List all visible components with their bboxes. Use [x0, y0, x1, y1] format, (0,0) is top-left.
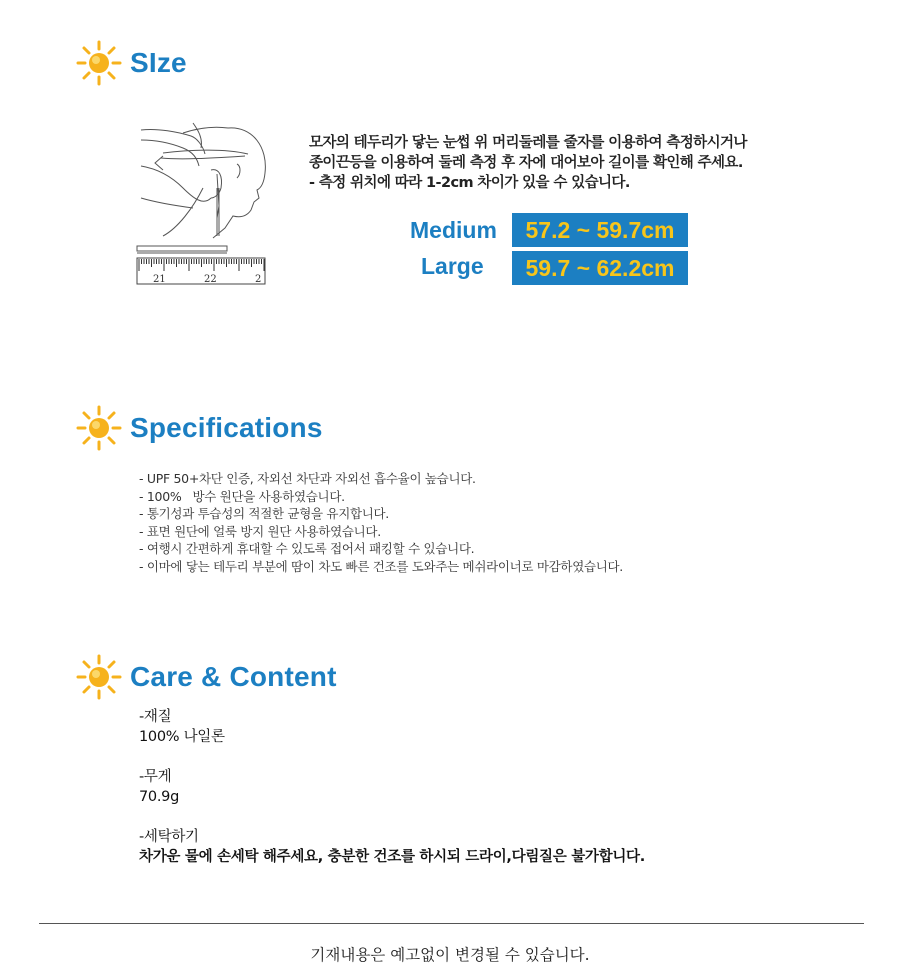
list-item: - 여행시 간편하게 휴대할 수 있도록 접어서 패킹할 수 있습니다.	[139, 541, 475, 556]
size-description	[309, 133, 747, 193]
list-item: - 100% 방수 원단을 사용하였습니다.	[139, 488, 345, 504]
ruler-label: 21	[153, 274, 166, 285]
specifications-heading	[76, 405, 323, 451]
list-item: - 이마에 닿는 테두리 부분에 땀이 차도 빠른 건조를 도와주는 메쉬라이너로 마감하였습니다.	[139, 558, 623, 574]
sun-icon	[76, 405, 122, 451]
care-heading	[76, 654, 337, 700]
washing-value: 차가운 물에 손세탁 해주세요, 충분한 건조를 하시되 드라이,다림질은 불가합니다.	[139, 849, 645, 865]
care-washing	[139, 827, 645, 867]
care-title: Care & Content	[130, 661, 337, 692]
size-title: SIze	[130, 47, 187, 78]
description-line: - 측정 위치에 따라 1-2cm 차이가 있을 수 있습니다.	[309, 175, 630, 191]
size-label-medium: Medium	[410, 217, 497, 243]
care-weight	[139, 767, 645, 807]
size-value-large: 59.7 ~ 62.2cm	[512, 251, 688, 285]
washing-label: -세탁하기	[139, 829, 199, 845]
footer-divider	[39, 923, 864, 924]
footer-note: 기재내용은 예고없이 변경될 수 있습니다.	[310, 946, 590, 964]
specifications-list	[139, 470, 623, 575]
ruler-label: 2	[255, 274, 262, 285]
list-item: - UPF 50+차단 인증, 자외선 차단과 자외선 흡수율이 높습니다.	[139, 471, 476, 486]
sun-icon	[76, 40, 122, 86]
description-line: 모자의 테두리가 닿는 눈썹 위 머리둘레를 줄자를 이용하여 측정하시거나	[309, 135, 747, 151]
size-label-large: Large	[421, 253, 484, 279]
head-measurement-illustration	[133, 118, 273, 293]
material-label: -재질	[139, 709, 172, 725]
sun-icon	[76, 654, 122, 700]
list-item: - 표면 원단에 얼룩 방지 원단 사용하였습니다.	[139, 523, 381, 539]
care-content	[139, 707, 645, 887]
size-heading	[76, 40, 187, 86]
material-value: 100% 나일론	[139, 729, 225, 745]
ruler-label: 22	[204, 274, 217, 285]
size-value-medium: 57.2 ~ 59.7cm	[512, 213, 688, 247]
specifications-title: Specifications	[130, 412, 323, 443]
care-material	[139, 707, 645, 747]
list-item: - 통기성과 투습성의 적절한 균형을 유지합니다.	[139, 506, 389, 521]
description-line: 종이끈등을 이용하여 둘레 측정 후 자에 대어보아 길이를 확인해 주세요.	[309, 155, 743, 171]
weight-value: 70.9g	[139, 789, 179, 805]
weight-label: -무게	[139, 769, 172, 785]
